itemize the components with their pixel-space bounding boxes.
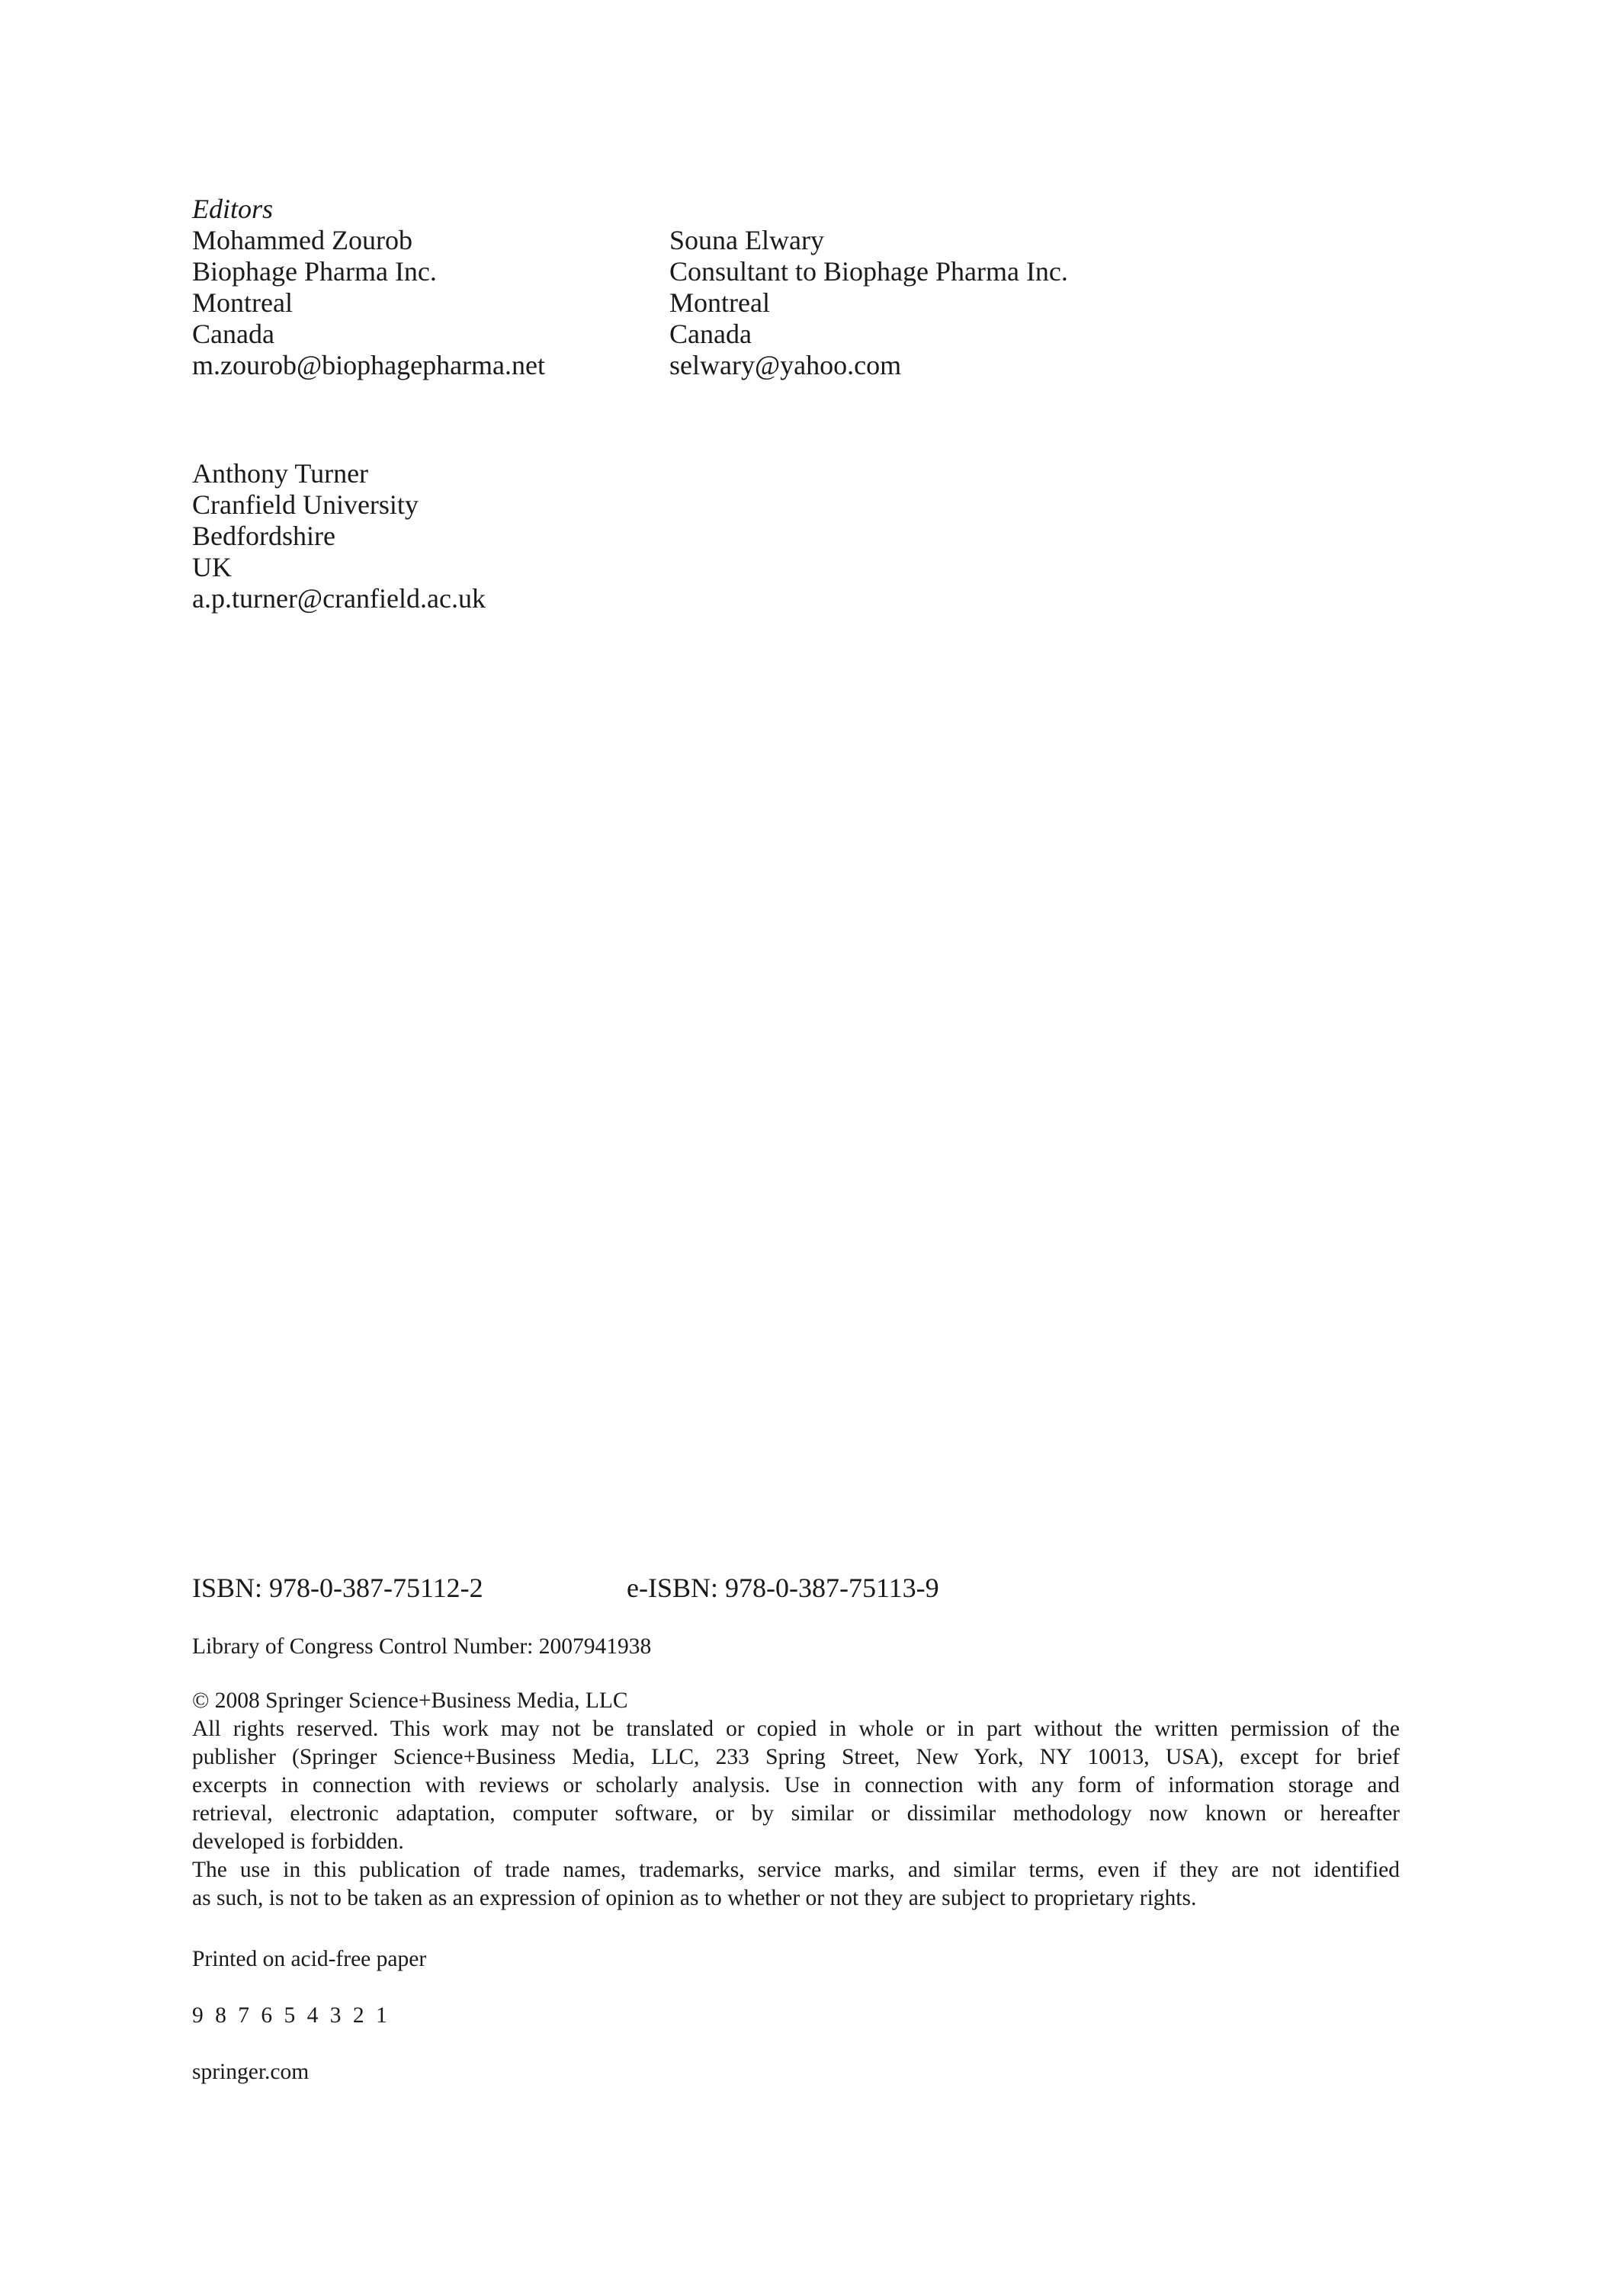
- editor-block-turner: [192, 458, 486, 614]
- editor-city: Montreal: [192, 287, 293, 318]
- editors-label: Editors: [192, 194, 274, 224]
- copyright-notice: © 2008 Springer Science+Business Media, LLC: [192, 1688, 628, 1713]
- rights-line: All rights reserved. This work may not be translated or copied in whole or in part without the written permission of the: [192, 1717, 1400, 1741]
- publisher-website: springer.com: [192, 2060, 310, 2084]
- rights-line: retrieval, electronic adaptation, computer software, or by similar or dissimilar methodology now known or hereafter: [192, 1801, 1400, 1826]
- rights-line: developed is forbidden.: [192, 1829, 404, 1854]
- editor-region: Bedfordshire: [192, 521, 335, 551]
- editor-block-zourob: [192, 194, 545, 381]
- editor-affiliation: Biophage Pharma Inc.: [192, 256, 437, 287]
- editor-name: Mohammed Zourob: [192, 225, 412, 255]
- editor-country: UK: [192, 552, 232, 582]
- editor-affiliation: Cranfield University: [192, 489, 419, 520]
- editor-email: m.zourob@biophagepharma.net: [192, 350, 546, 380]
- rights-line: excerpts in connection with reviews or scholarly analysis. Use in connection with any form of information storage and: [192, 1773, 1400, 1797]
- rights-line: publisher (Springer Science+Business Media, LLC, 233 Spring Street, New York, NY 10013, USA), except for brief: [192, 1745, 1400, 1769]
- editor-block-elwary: [669, 225, 1068, 381]
- editor-country: Canada: [192, 319, 274, 349]
- editor-city: Montreal: [669, 287, 770, 318]
- print-line: 9 8 7 6 5 4 3 2 1: [192, 2003, 387, 2028]
- editor-country: Canada: [669, 319, 752, 349]
- copyright-block: [192, 1687, 1400, 1913]
- isbn-print: ISBN: 978-0-387-75112-2: [192, 1573, 483, 1603]
- isbn-electronic: e-ISBN: 978-0-387-75113-9: [627, 1573, 939, 1603]
- editor-email: selwary@yahoo.com: [669, 350, 902, 380]
- printed-on-note: Printed on acid-free paper: [192, 1947, 427, 1971]
- editor-email: a.p.turner@cranfield.ac.uk: [192, 583, 486, 614]
- isbn-row: [192, 1572, 939, 1604]
- editor-affiliation: Consultant to Biophage Pharma Inc.: [669, 256, 1068, 287]
- editor-name: Souna Elwary: [669, 225, 824, 255]
- editor-name: Anthony Turner: [192, 458, 369, 489]
- trademark-line: as such, is not to be taken as an expression of opinion as to whether or not they are subject to proprietary rights.: [192, 1886, 1197, 1910]
- trademark-line: The use in this publication of trade names, trademarks, service marks, and similar terms, even if they are not identified: [192, 1858, 1400, 1882]
- lccn-line: Library of Congress Control Number: 2007941938: [192, 1634, 652, 1659]
